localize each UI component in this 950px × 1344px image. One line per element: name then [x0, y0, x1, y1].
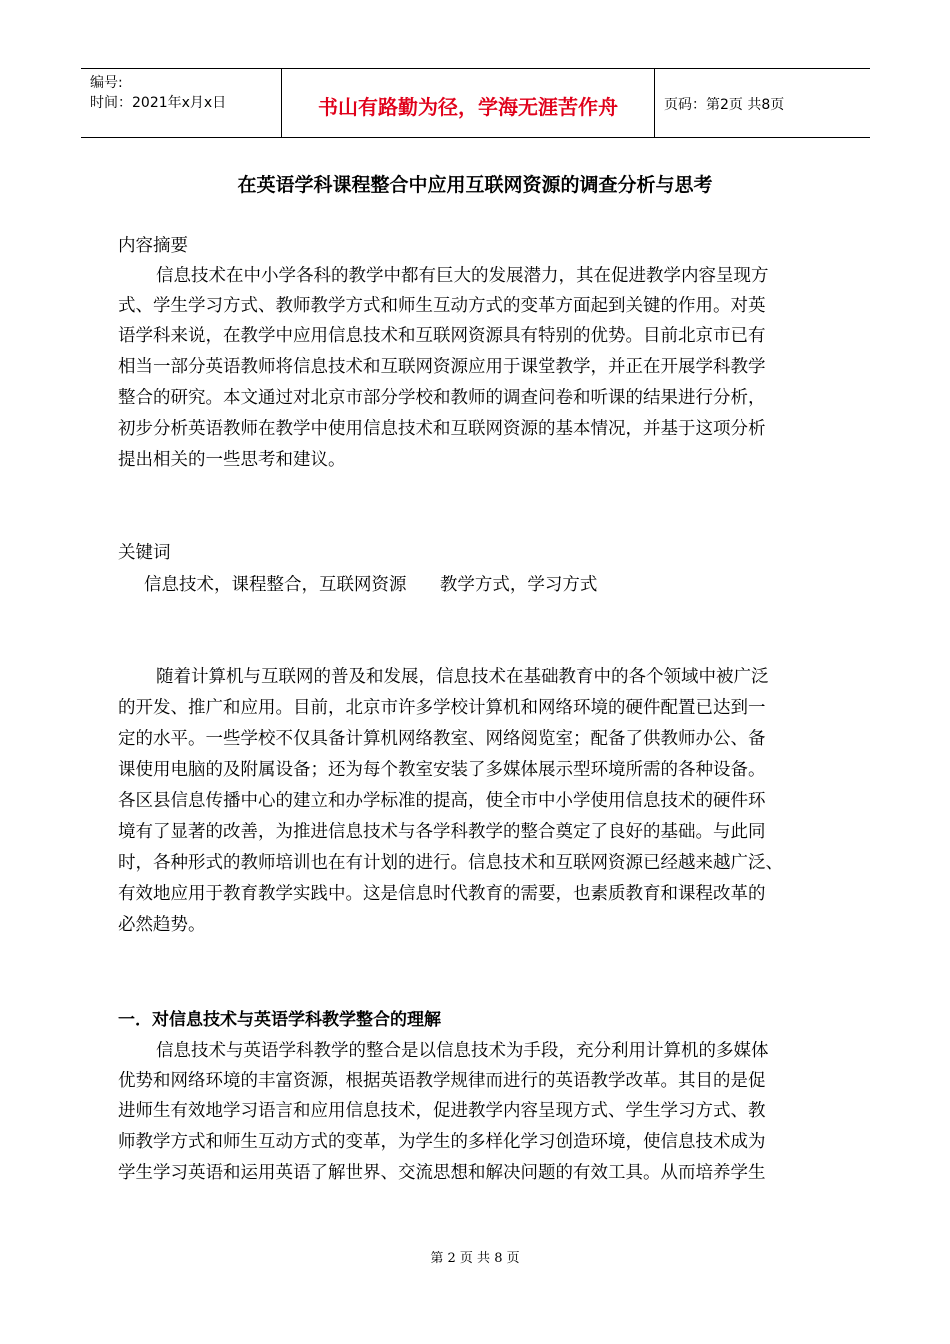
header-meta-cell [81, 69, 281, 137]
time-label: 时间：2021年x月x日 [90, 95, 227, 111]
page-info: 页码：第2页 共8页 [664, 97, 785, 113]
section-line: 进师生有效地学习语言和应用信息技术，促进教学内容呈现方式、学生学习方式、教 [118, 1101, 766, 1121]
section-line: 信息技术与英语学科教学的整合是以信息技术为手段，充分利用计算机的多媒体 [156, 1041, 769, 1061]
intro-line: 各区县信息传播中心的建立和办学标准的提高，使全市中小学使用信息技术的硬件环 [118, 791, 766, 811]
header-motto-cell [281, 69, 655, 137]
page-footer: 第 2 页 共 8 页 [430, 1251, 520, 1266]
abstract-line: 相当一部分英语教师将信息技术和互联网资源应用于课堂教学，并正在开展学科教学 [118, 357, 766, 377]
abstract-line: 提出相关的一些思考和建议。 [118, 450, 346, 470]
abstract-line: 语学科来说，在教学中应用信息技术和互联网资源具有特别的优势。目前北京市已有 [118, 326, 766, 346]
section-line: 师教学方式和师生互动方式的变革，为学生的多样化学习创造环境，使信息技术成为 [118, 1132, 766, 1152]
section-line: 学生学习英语和运用英语了解世界、交流思想和解决问题的有效工具。从而培养学生 [118, 1163, 766, 1183]
section-heading: 一．对信息技术与英语学科教学整合的理解 [118, 1010, 441, 1030]
document-title: 在英语学科课程整合中应用互联网资源的调查分析与思考 [237, 174, 713, 196]
section-line: 优势和网络环境的丰富资源，根据英语教学规律而进行的英语教学改革。其目的是促 [118, 1071, 766, 1091]
number-label: 编号: [90, 75, 123, 91]
intro-line: 必然趋势。 [118, 915, 206, 935]
abstract-line: 整合的研究。本文通过对北京市部分学校和教师的调查问卷和听课的结果进行分析， [118, 388, 766, 408]
intro-line: 的开发、推广和应用。目前，北京市许多学校计算机和网络环境的硬件配置已达到一 [118, 698, 766, 718]
abstract-heading: 内容摘要 [118, 236, 188, 256]
keywords-text: 信息技术，课程整合，互联网资源 教学方式，学习方式 [144, 575, 598, 595]
intro-line: 随着计算机与互联网的普及和发展，信息技术在基础教育中的各个领域中被广泛 [156, 667, 769, 687]
keywords-heading: 关键词 [118, 543, 171, 563]
header-page-cell [654, 69, 870, 137]
abstract-line: 信息技术在中小学各科的教学中都有巨大的发展潜力，其在促进教学内容呈现方 [156, 266, 769, 286]
abstract-line: 式、学生学习方式、教师教学方式和师生互动方式的变革方面起到关键的作用。对英 [118, 296, 766, 316]
intro-line: 时，各种形式的教师培训也在有计划的进行。信息技术和互联网资源已经越来越广泛、 [118, 853, 783, 873]
header-table [81, 68, 870, 138]
motto: 书山有路勤为径，学海无涯苦作舟 [318, 95, 618, 119]
abstract-line: 初步分析英语教师在教学中使用信息技术和互联网资源的基本情况，并基于这项分析 [118, 419, 766, 439]
intro-line: 定的水平。一些学校不仅具备计算机网络教室、网络阅览室；配备了供教师办公、备 [118, 729, 766, 749]
intro-line: 境有了显著的改善，为推进信息技术与各学科教学的整合奠定了良好的基础。与此同 [118, 822, 766, 842]
intro-line: 有效地应用于教育教学实践中。这是信息时代教育的需要，也素质教育和课程改革的 [118, 884, 766, 904]
intro-line: 课使用电脑的及附属设备；还为每个教室安装了多媒体展示型环境所需的各种设备。 [118, 760, 766, 780]
